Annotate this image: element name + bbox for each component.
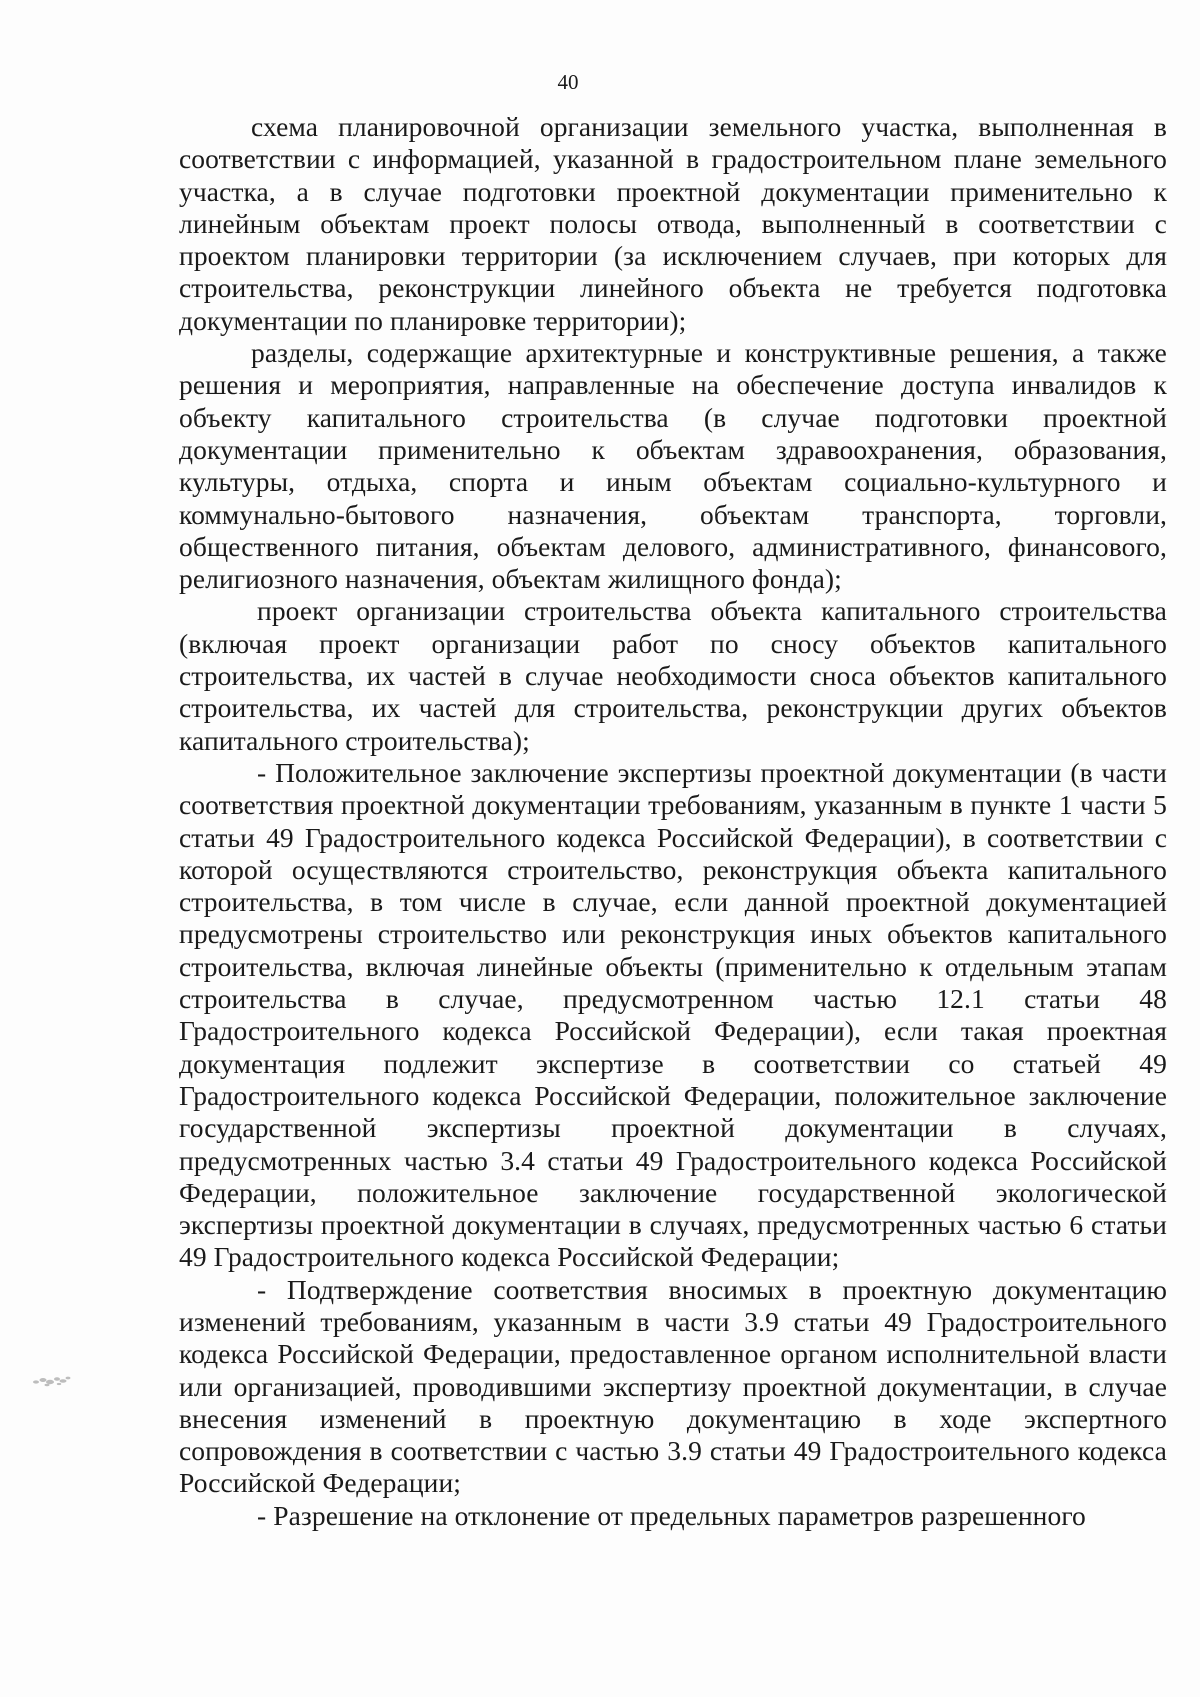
paragraph-architectural-sections: разделы, содержащие архитектурные и конструктивные решения, а также решения и мероприятия, направленные на обеспечение доступа инвалидов к объекту капитального строительства (в случае подготовки проектной документации применительно к объектам здравоохранения, образования, культуры, отдыха, спорта и иным объектам социально-культурного и коммунально-бытового назначения, объектам транспорта, торговли, общественного питания, объектам делового, административного, финансового, религиозного назначения, объектам жилищного фонда); [179, 337, 1167, 595]
paragraph-positive-expert-conclusion: - Положительное заключение экспертизы проектной документации (в части соответствия проектной документации требованиям, указанным в пункте 1 части 5 статьи 49 Градостроительного кодекса Российской Федерации), в соответствии с которой осуществляются строительство, реконструкция объекта капитального строительства, в том числе в случае, если данной проектной документацией предусмотрены строительство или реконструкция иных объектов капитального строительства, включая линейные объекты (применительно к отдельным этапам строительства в случае, предусмотренном частью 12.1 статьи 48 Градостроительного кодекса Российской Федерации), если такая проектная документация подлежит экспертизе в соответствии со статьей 49 Градостроительного кодекса Российской Федерации, положительное заключение государственной экспертизы проектной документации в случаях, предусмотренных частью 3.4 статьи 49 Градостроительного кодекса Российской Федерации, положительное заключение государственной экологической экспертизы проектной документации в случаях, предусмотренных частью 6 статьи 49 Градостроительного кодекса Российской Федерации; [179, 756, 1167, 1273]
page-number: 40 [557, 70, 579, 94]
paragraph-construction-organization-project: проект организации строительства объекта капитального строительства (включая проект организации работ по сносу объектов капитального строительства, их частей в случае необходимости сноса объектов капитального строительства, их частей для строительства, реконструкции других объектов капитального строительства); [179, 595, 1167, 756]
paragraph-confirmation-of-compliance: - Подтверждение соответствия вносимых в проектную документацию изменений требованиям, указанным в части 3.9 статьи 49 Градостроительного кодекса Российской Федерации, предоставленное органом исполнительной власти или организацией, проводившими экспертизу проектной документации, в случае внесения изменений в проектную документацию в ходе экспертного сопровождения в соответствии с частью 3.9 статьи 49 Градостроительного кодекса Российской Федерации; [179, 1273, 1167, 1499]
paragraph-deviation-permit: - Разрешение на отклонение от предельных параметров разрешенного [257, 1499, 1086, 1531]
scan-speck-icon [30, 1373, 72, 1389]
paragraph-site-plan-scheme: схема планировочной организации земельного участка, выполненная в соответствии с информацией, указанной в градостроительном плане земельного участка, а в случае подготовки проектной документации применительно к линейным объектам проект полосы отвода, выполненный в соответствии с проектом планировки территории (за исключением случаев, при которых для строительства, реконструкции линейного объекта не требуется подготовка документации по планировке территории); [179, 111, 1167, 336]
document-body [179, 111, 1167, 1532]
